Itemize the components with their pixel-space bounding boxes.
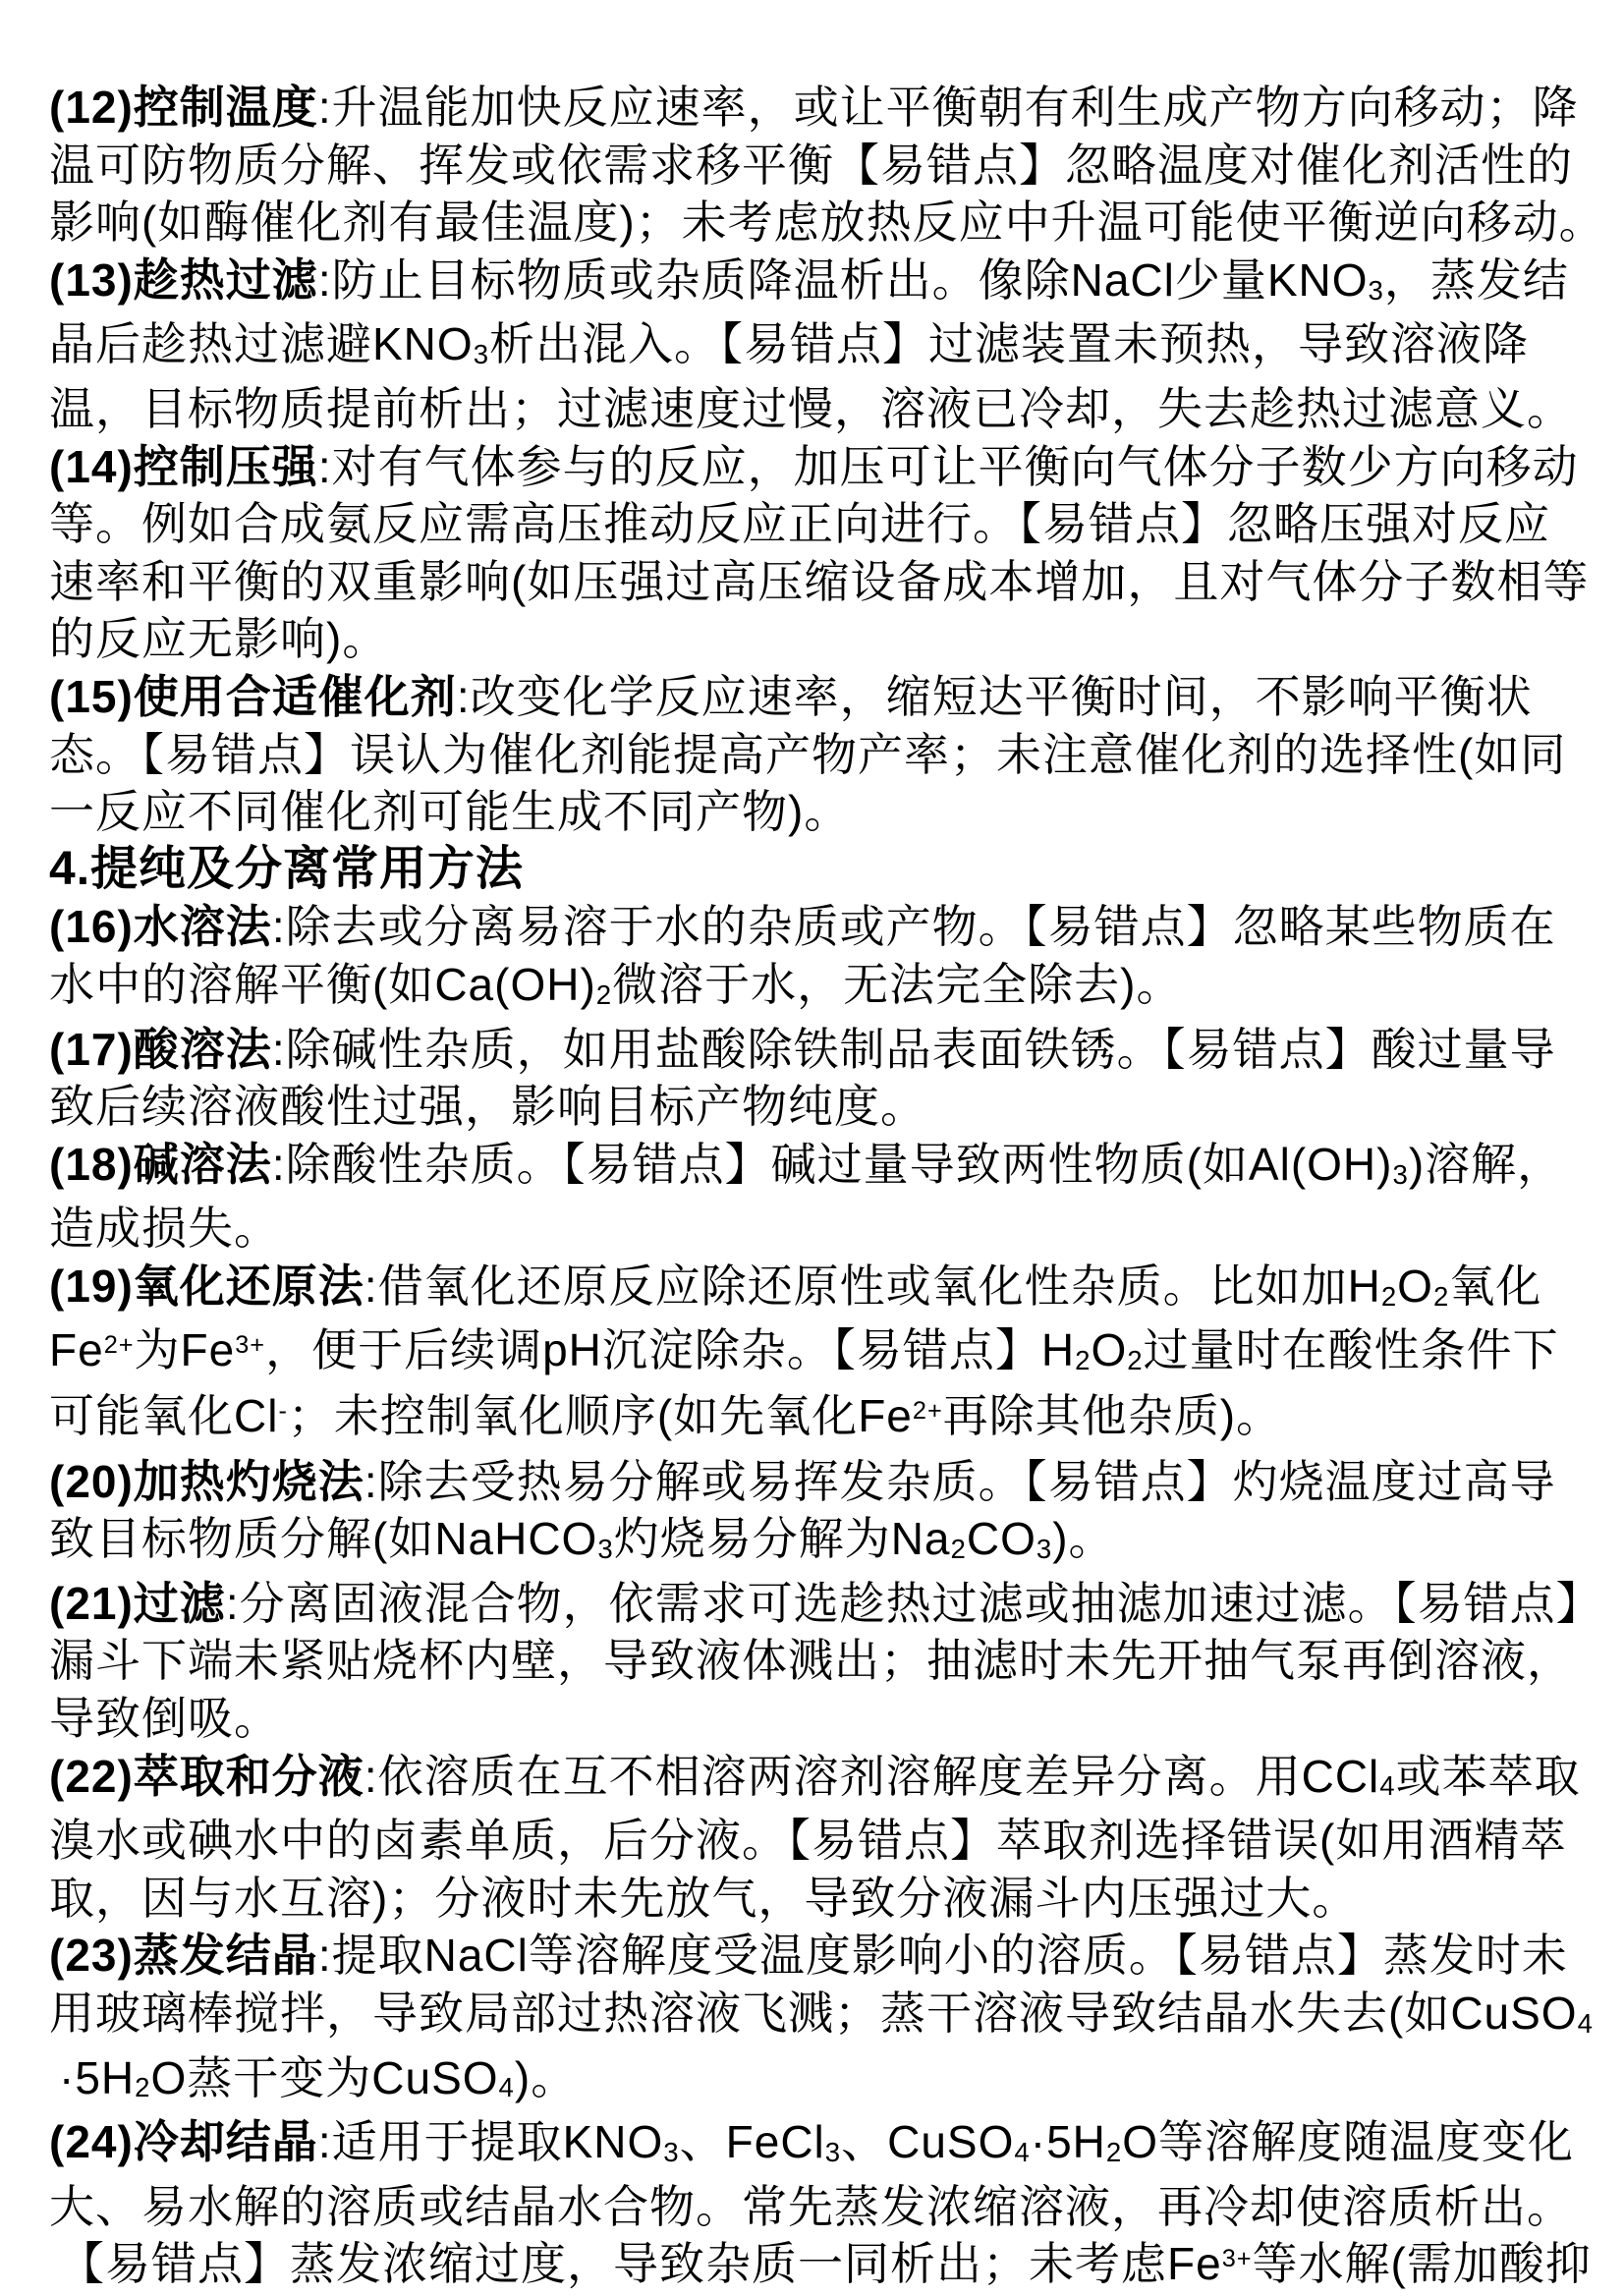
text-segment: 3 <box>1368 274 1384 306</box>
text-segment: 速率和平衡的双重影响(如压强过高压缩设备成本增加，且对气体分子数相等 <box>49 555 1590 607</box>
text-line <box>49 495 1587 553</box>
text-segment: 2 <box>1380 1280 1398 1312</box>
text-segment: (13)趁热过滤 <box>49 253 318 306</box>
text-segment: 的反应无影响)。 <box>49 613 389 665</box>
text-segment: (12)控制温度 <box>49 82 318 133</box>
text-line <box>49 726 1587 784</box>
text-segment: :升温能加快反应速率，或让平衡朝有利生成产物方向移动；降 <box>317 82 1579 133</box>
text-segment: (18)碱溶法 <box>49 1138 272 1190</box>
text-segment: 可能氧化Cl <box>49 1390 279 1442</box>
text-segment: 灼烧易分解为Na <box>613 1513 951 1565</box>
text-segment: 影响(如酶催化剂有最佳温度)；未考虑放热反应中升温可能使平衡逆向移动。 <box>49 196 1605 249</box>
text-segment: ·5H <box>1030 2116 1106 2168</box>
text-segment: 或苯萃取 <box>1395 1750 1581 1802</box>
text-line <box>49 610 1587 668</box>
text-line <box>49 1258 1587 1322</box>
text-segment: 一反应不同催化剂可能生成不同产物)。 <box>49 786 851 838</box>
text-segment: ，便于后续调pH沉淀除杂。【易错点】H <box>265 1324 1076 1376</box>
text-segment: :借氧化还原反应除还原性或氧化性杂质。比如加H <box>364 1260 1381 1312</box>
text-segment: 3 <box>1392 1158 1409 1190</box>
text-line <box>49 315 1587 380</box>
text-segment: ·5H <box>59 2051 136 2103</box>
text-line <box>49 194 1605 252</box>
text-segment: (23)蒸发结晶 <box>49 1930 318 1982</box>
text-segment: 、CuSO <box>841 2116 1015 2168</box>
text-segment: :依溶质在互不相溶两溶剂溶解度差异分离。用CCl <box>364 1750 1380 1802</box>
text-line <box>49 252 1587 316</box>
text-segment: 致目标物质分解(如NaHCO <box>49 1513 598 1565</box>
text-line <box>49 1575 1602 1633</box>
text-line <box>49 1748 1587 1813</box>
text-segment: :除酸性杂质。【易错点】碱过量导致两性物质(如Al(OH) <box>271 1138 1393 1190</box>
text-segment: 漏斗下端未紧贴烧杯内壁，导致液体溅出；抽滤时未先开抽气泵再倒溶液， <box>49 1635 1573 1687</box>
text-segment: (17)酸溶法 <box>49 1023 272 1075</box>
text-segment: 微溶于水，无法完全除去)。 <box>612 958 1183 1010</box>
text-segment: 为Fe <box>134 1324 236 1376</box>
text-segment: (21)过滤 <box>49 1577 226 1629</box>
text-line <box>49 380 1587 438</box>
text-segment: O等溶解度随温度变化 <box>1122 2116 1575 2168</box>
text-segment: :分离固液混合物，依需求可选趁热过滤或抽滤加速过滤。【易错点】 <box>225 1577 1602 1629</box>
text-line <box>49 2049 1587 2114</box>
text-segment: 4 <box>498 2072 515 2103</box>
text-segment: (14)控制压强 <box>49 440 318 492</box>
text-segment: 温，目标物质提前析出；过滤速度过慢，溶液已冷却，失去趁热过滤意义。 <box>49 382 1573 434</box>
text-segment: :提取NaCl等溶解度受温度影响小的溶质。【易错点】蒸发时未 <box>317 1930 1568 1982</box>
text-segment: 2 <box>1127 1345 1144 1376</box>
text-line <box>49 553 1590 611</box>
text-segment: 2 <box>1105 2137 1123 2168</box>
text-segment: 析出混入。【易错点】过滤装置未预热，导致溶液降 <box>489 318 1530 370</box>
text-segment: :改变化学反应速率，缩短达平衡时间，不影响平衡状 <box>456 670 1533 722</box>
text-segment: ，蒸发结 <box>1383 253 1569 306</box>
text-line <box>49 1927 1587 1985</box>
text-line <box>49 2113 1587 2178</box>
text-segment: :除去或分离易溶于水的杂质或产物。【易错点】忽略某些物质在 <box>271 901 1556 953</box>
text-line <box>49 1078 1587 1136</box>
text-segment: 4 <box>1577 2007 1594 2039</box>
text-segment: 取，因与水互溶)；分液时未先放气，导致分液漏斗内压强过大。 <box>49 1872 1359 1924</box>
text-segment: O <box>1397 1260 1433 1312</box>
text-segment: 2 <box>950 1534 967 1565</box>
text-line <box>49 1812 1587 1870</box>
text-segment: (19)氧化还原法 <box>49 1260 364 1312</box>
text-line <box>49 1510 1587 1575</box>
text-segment: 4 <box>1379 1770 1396 1802</box>
text-line <box>49 1690 1587 1748</box>
text-line <box>49 783 1587 841</box>
text-line <box>49 2178 1587 2236</box>
text-segment: 3+ <box>1221 2245 1253 2273</box>
text-segment: :除去受热易分解或易挥发杂质。【易错点】灼烧温度过高导 <box>364 1455 1556 1507</box>
text-segment: 2 <box>595 979 613 1010</box>
text-segment: 4 <box>1014 2137 1031 2168</box>
text-segment: 致后续溶液酸性过强，影响目标产物纯度。 <box>49 1081 926 1133</box>
text-segment: 过量时在酸性条件下 <box>1143 1324 1559 1376</box>
text-segment: )。 <box>1052 1513 1115 1565</box>
text-segment: 4.提纯及分离常用方法 <box>49 842 525 895</box>
text-segment: 造成损失。 <box>49 1203 280 1255</box>
text-line <box>49 1021 1587 1079</box>
text-line <box>49 2235 1592 2296</box>
text-line <box>49 1387 1587 1453</box>
text-line <box>49 79 1587 137</box>
text-line <box>49 1136 1587 1201</box>
text-segment: 温可防物质分解、挥发或依需求移平衡【易错点】忽略温度对催化剂活性的 <box>49 139 1573 191</box>
text-segment: 再除其他杂质)。 <box>942 1390 1283 1442</box>
text-segment: (15)使用合适催化剂 <box>49 670 457 722</box>
document-body <box>49 79 1605 2296</box>
text-line <box>49 1453 1587 1511</box>
text-line <box>49 1200 1587 1258</box>
text-segment: :适用于提取KNO <box>317 2116 664 2168</box>
text-segment: CO <box>966 1513 1036 1565</box>
text-segment: 3 <box>597 1534 614 1565</box>
text-segment: 3 <box>1036 1534 1053 1565</box>
text-segment: 态。【易错点】误认为催化剂能提高产物产率；未注意催化剂的选择性(如同 <box>49 728 1567 780</box>
text-segment: - <box>278 1396 288 1425</box>
text-segment: 2 <box>1432 1280 1450 1312</box>
text-segment: 3 <box>824 2137 842 2168</box>
text-line <box>49 956 1587 1021</box>
text-line <box>49 1632 1587 1690</box>
text-segment: (24)冷却结晶 <box>49 2116 318 2168</box>
text-segment: 3 <box>663 2137 680 2168</box>
text-segment: (16)水溶法 <box>49 901 272 953</box>
text-segment: 大、易水解的溶质或结晶水合物。常先蒸发浓缩溶液，再冷却使溶质析出。 <box>49 2180 1573 2232</box>
text-segment: 2 <box>135 2072 151 2103</box>
text-line <box>49 668 1587 726</box>
text-segment: )。 <box>514 2051 578 2103</box>
text-line <box>49 1870 1587 1928</box>
text-segment: )溶解， <box>1408 1138 1564 1190</box>
text-segment: 水中的溶解平衡(如Ca(OH) <box>49 958 596 1010</box>
text-line <box>49 438 1587 496</box>
text-segment: 、FeCl <box>679 2116 825 2168</box>
text-segment: (22)萃取和分液 <box>49 1750 364 1802</box>
section-heading <box>49 841 1587 899</box>
text-segment: 溴水或碘水中的卤素单质，后分液。【易错点】萃取剂选择错误(如用酒精萃 <box>49 1815 1567 1867</box>
text-segment: 等水解(需加酸抑 <box>1252 2238 1592 2290</box>
text-segment: 晶后趁热过滤避KNO <box>49 318 474 370</box>
text-segment: 氧化 <box>1449 1260 1542 1312</box>
text-segment: :除碱性杂质，如用盐酸除铁制品表面铁锈。【易错点】酸过量导 <box>271 1023 1556 1075</box>
text-segment: 3+ <box>235 1331 266 1360</box>
text-segment: 【易错点】蒸发浓缩过度，导致杂质一同析出；未考虑Fe <box>59 2238 1222 2290</box>
text-segment: :对有气体参与的反应，加压可让平衡向气体分子数少方向移动 <box>317 440 1579 492</box>
text-line <box>49 1985 1594 2049</box>
text-segment: 2+ <box>912 1396 943 1425</box>
text-segment: 用玻璃棒搅拌，导致局部过热溶液飞溅；蒸干溶液导致结晶水失去(如CuSO <box>49 1988 1578 2039</box>
text-segment: O <box>1091 1324 1128 1376</box>
text-segment: (20)加热灼烧法 <box>49 1455 364 1507</box>
text-line <box>49 898 1587 956</box>
text-segment: O蒸干变为CuSO <box>150 2051 499 2103</box>
text-segment: :防止目标物质或杂质降温析出。像除NaCl少量KNO <box>317 253 1369 306</box>
text-segment: 等。例如合成氨反应需高压推动反应正向进行。【易错点】忽略压强对反应 <box>49 498 1550 550</box>
text-line <box>49 1321 1587 1387</box>
text-line <box>49 137 1587 195</box>
text-segment: ；未控制氧化顺序(如先氧化Fe <box>287 1390 913 1442</box>
text-segment: 3 <box>473 339 490 370</box>
text-segment: Fe <box>49 1324 104 1376</box>
text-segment: 2 <box>1075 1345 1092 1376</box>
text-segment: 2+ <box>103 1331 135 1360</box>
text-segment: 导致倒吸。 <box>49 1693 280 1745</box>
